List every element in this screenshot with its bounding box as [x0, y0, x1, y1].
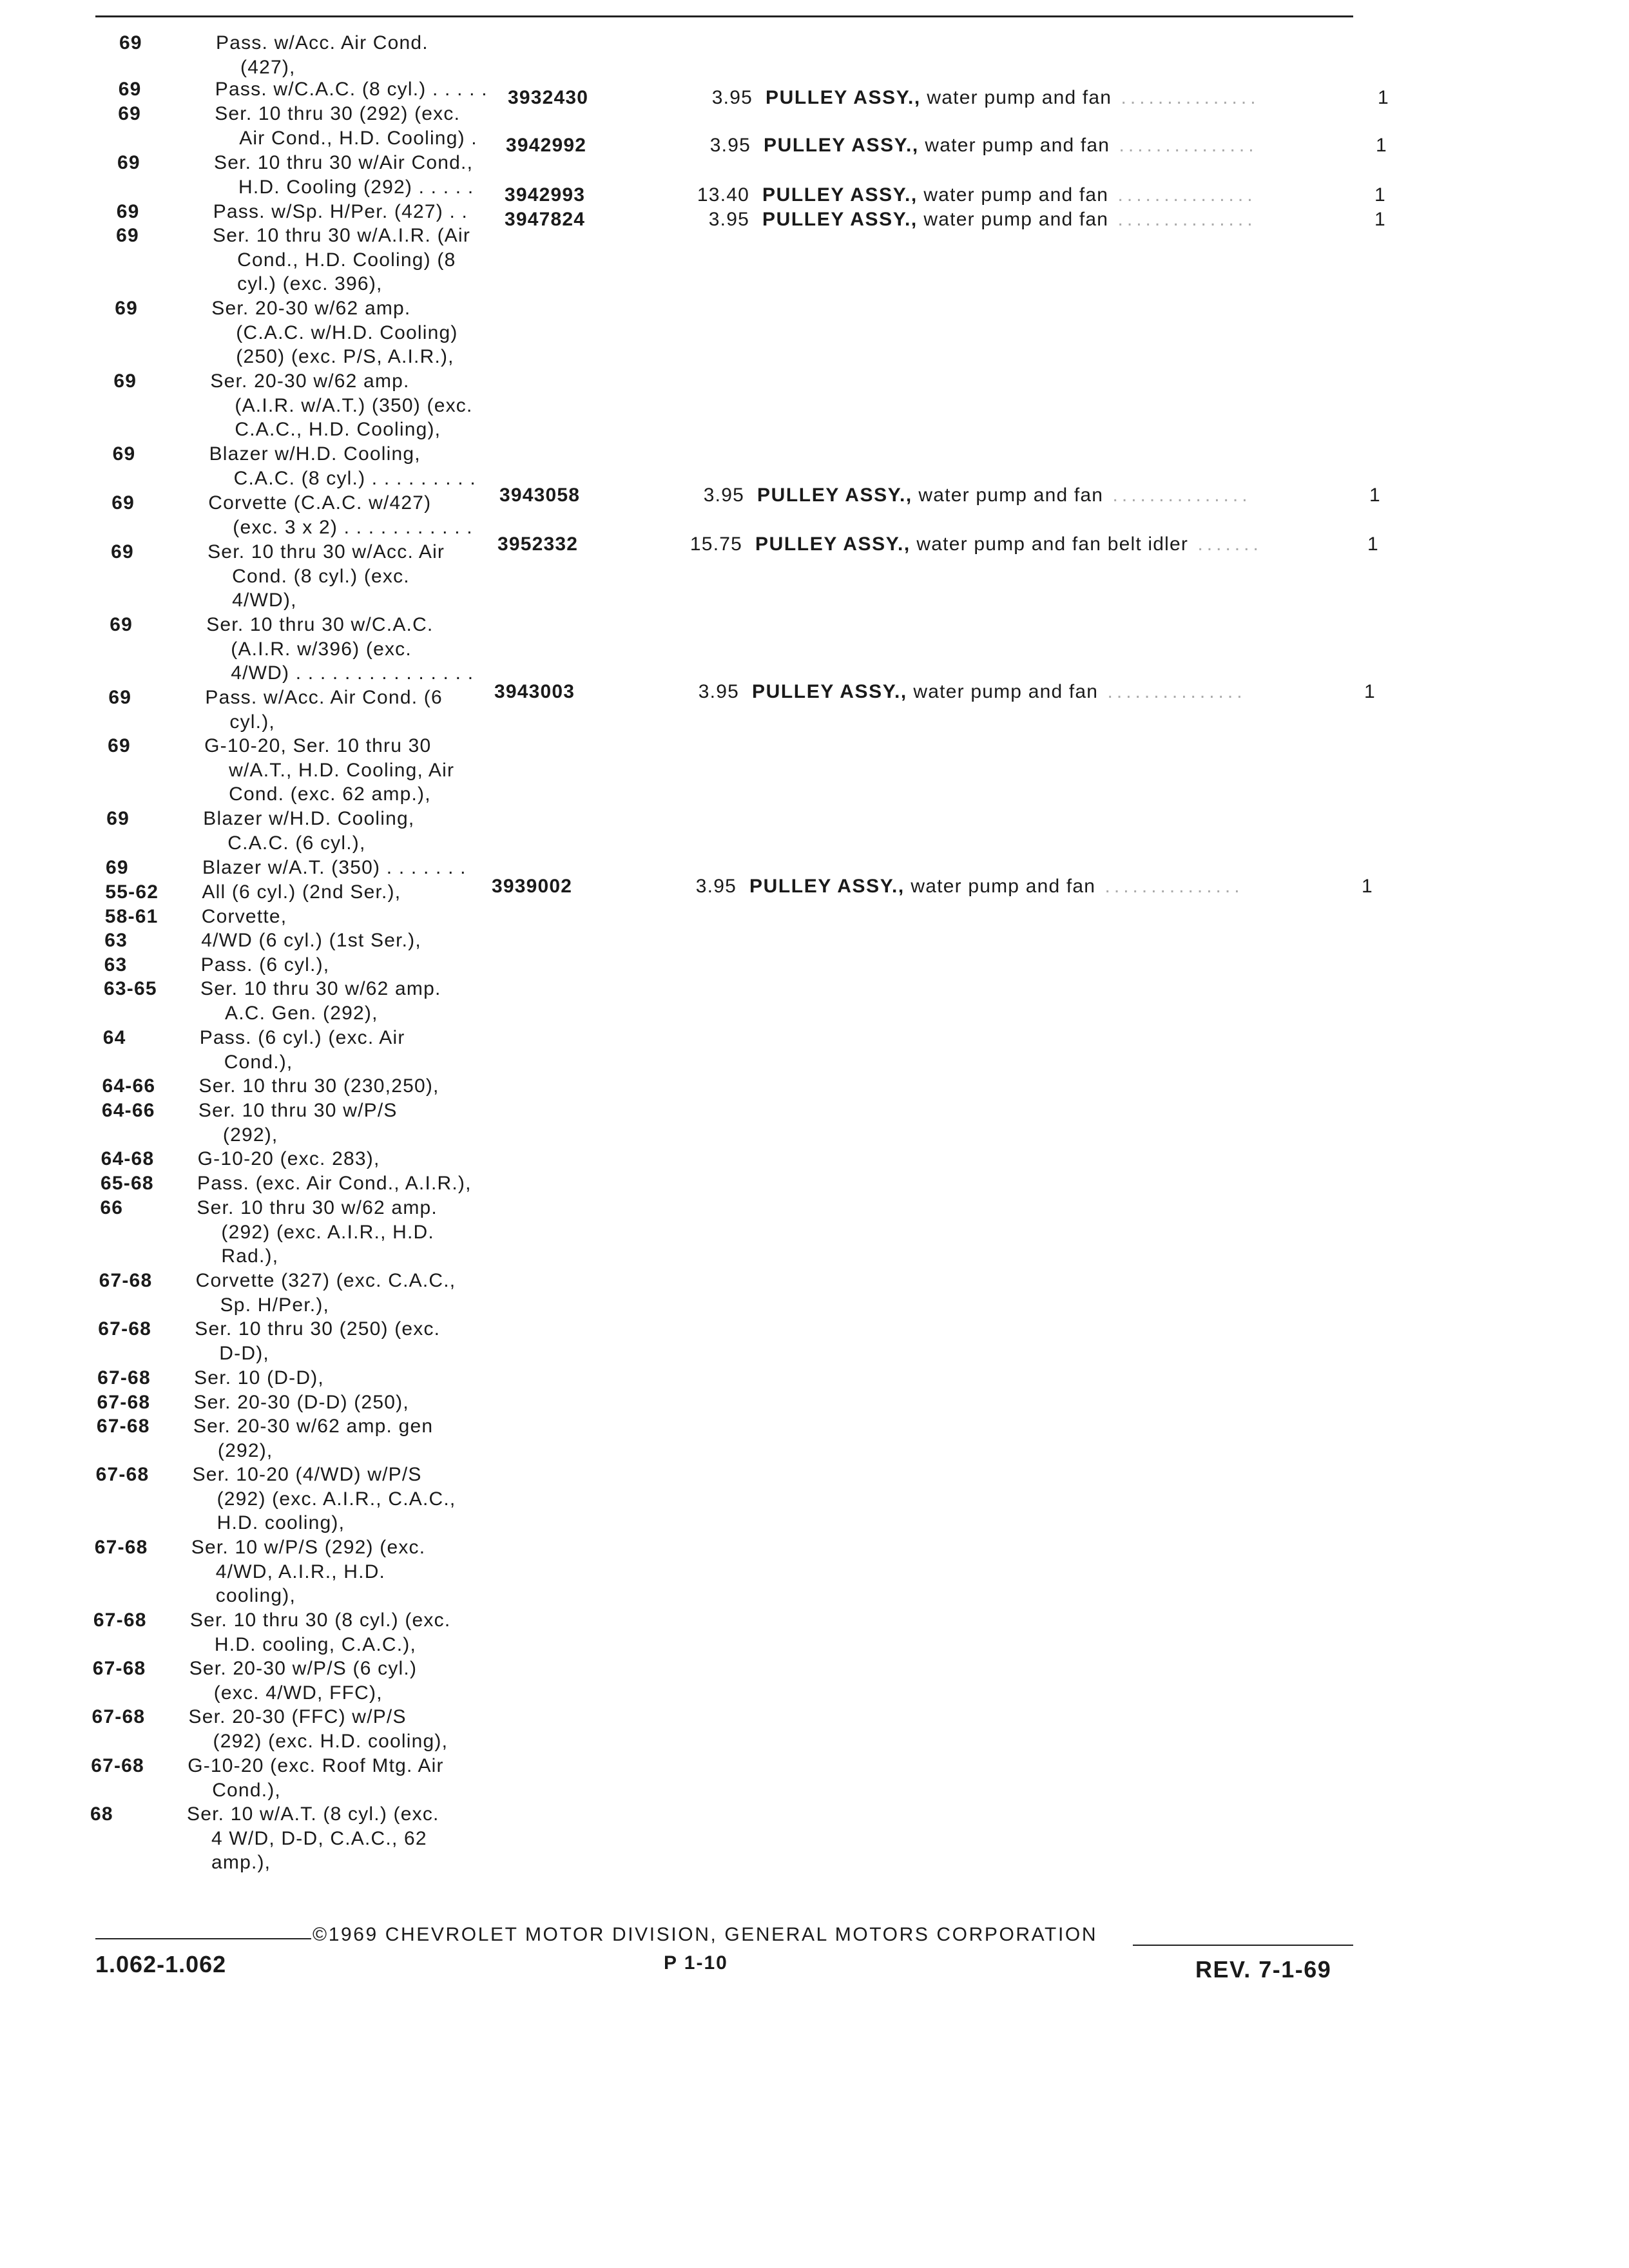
- application-description: [193, 1414, 490, 1463]
- application-description: [197, 1196, 493, 1269]
- application-description: [211, 296, 508, 369]
- part-number: 3952332: [497, 533, 579, 555]
- application-description: [215, 102, 511, 150]
- description-line: Ser. 10 thru 30 w/Acc. Air: [207, 541, 445, 562]
- model-year: 69: [111, 541, 134, 562]
- description-line: 4 W/D, D-D, C.A.C., 62: [211, 1827, 427, 1849]
- part-name-title: PULLEY ASSY.,: [757, 485, 912, 506]
- part-name-description: water pump and fan: [925, 135, 1110, 156]
- part-name-description: water pump and fan: [923, 209, 1109, 230]
- revision-date: REV. 7-1-69: [1195, 1956, 1332, 1983]
- part-name-description: water pump and fan belt idler: [916, 533, 1189, 555]
- application-description: [189, 1657, 486, 1705]
- description-line: C.A.C. (6 cyl.),: [227, 832, 366, 854]
- application-description: [215, 77, 512, 102]
- dot-leader: ...............: [1098, 681, 1246, 702]
- description-line: (292) (exc. A.I.R., H.D.: [221, 1221, 434, 1243]
- model-year: 64-68: [101, 1148, 155, 1169]
- model-year: 67-68: [95, 1464, 149, 1485]
- application-description: [213, 200, 510, 224]
- description-line: H.D. cooling, C.A.C.),: [214, 1633, 417, 1655]
- model-year: 69: [118, 79, 142, 100]
- description-line: Blazer w/H.D. Cooling,: [203, 808, 415, 829]
- description-line: Ser. 10 thru 30 w/C.A.C.: [206, 614, 434, 635]
- description-line: Corvette (C.A.C. w/427): [208, 492, 432, 514]
- part-price: 3.95: [711, 87, 753, 108]
- application-description: [208, 491, 505, 539]
- part-name-description: water pump and fan: [913, 681, 1099, 702]
- description-line: Rad.),: [221, 1245, 279, 1267]
- part-name-title: PULLEY ASSY.,: [764, 135, 919, 156]
- part-quantity: 1: [1376, 135, 1387, 156]
- part-number: 3947824: [505, 209, 586, 230]
- description-line: Cond., H.D. Cooling) (8: [237, 249, 456, 271]
- page-reference: P 1-10: [664, 1952, 728, 1974]
- part-name-description: water pump and fan: [927, 87, 1112, 108]
- part-price: 3.95: [709, 135, 751, 156]
- description-line: Cond. (exc. 62 amp.),: [229, 783, 431, 805]
- part-quantity: 1: [1364, 681, 1376, 702]
- footer-rule-right: [1133, 1945, 1353, 1946]
- dot-leader: ...............: [1095, 876, 1244, 897]
- application-description: [206, 613, 503, 686]
- part-name-title: PULLEY ASSY.,: [752, 681, 907, 702]
- description-line: Blazer w/A.T. (350) . . . . . . .: [202, 857, 467, 878]
- model-year: 58-61: [104, 906, 159, 927]
- dot-leader: .......: [1188, 533, 1262, 555]
- model-year: 67-68: [94, 1537, 148, 1558]
- description-line: (A.I.R. w/396) (exc.: [231, 638, 412, 660]
- part-name: [762, 183, 1257, 207]
- application-description: [188, 1754, 484, 1802]
- application-description: [195, 1317, 491, 1365]
- description-line: C.A.C. (8 cyl.) . . . . . . . . .: [233, 467, 476, 489]
- description-line: G-10-20 (exc. Roof Mtg. Air: [188, 1755, 444, 1776]
- model-year: 69: [112, 443, 136, 465]
- description-line: 4/WD, A.I.R., H.D.: [215, 1561, 386, 1582]
- model-year: 69: [116, 225, 139, 246]
- part-number: 3942992: [506, 135, 587, 156]
- model-year: 65-68: [101, 1173, 154, 1194]
- description-line: (exc. 3 x 2) . . . . . . . . . . .: [233, 516, 473, 538]
- model-year: 67-68: [98, 1318, 152, 1340]
- description-line: C.A.C., H.D. Cooling),: [235, 419, 441, 440]
- application-description: [190, 1608, 487, 1657]
- description-line: D-D),: [219, 1342, 269, 1364]
- model-year: 67-68: [93, 1610, 147, 1631]
- description-line: (427),: [240, 56, 296, 78]
- model-year: 69: [111, 492, 135, 514]
- model-year: 63: [104, 930, 128, 951]
- description-line: All (6 cyl.) (2nd Ser.),: [202, 881, 401, 903]
- description-line: Ser. 10 w/A.T. (8 cyl.) (exc.: [187, 1803, 439, 1825]
- part-quantity: 1: [1374, 184, 1386, 206]
- description-line: Ser. 10 w/P/S (292) (exc.: [191, 1537, 426, 1558]
- description-line: Ser. 20-30 w/62 amp.: [211, 298, 411, 319]
- application-description: [205, 686, 501, 734]
- description-line: Ser. 10 thru 30 (230,250),: [198, 1075, 439, 1097]
- description-line: G-10-20, Ser. 10 thru 30: [204, 735, 432, 756]
- part-price: 3.95: [698, 681, 739, 702]
- part-name-title: PULLEY ASSY.,: [749, 876, 905, 897]
- application-description: [193, 1463, 489, 1535]
- group-number: 1.062-1.062: [95, 1951, 227, 1977]
- dot-leader: ...............: [1103, 485, 1251, 506]
- description-line: Pass. (exc. Air Cond., A.I.R.),: [197, 1173, 472, 1194]
- application-description: [200, 1026, 496, 1074]
- footer-rule-left: [95, 1938, 311, 1939]
- part-name: [752, 680, 1246, 704]
- model-year: 69: [106, 857, 129, 878]
- description-line: Ser. 20-30 w/62 amp.: [210, 370, 410, 392]
- application-description: [202, 880, 498, 905]
- model-year: 69: [116, 201, 140, 222]
- model-year: 69: [110, 614, 133, 635]
- description-line: A.C. Gen. (292),: [225, 1002, 378, 1024]
- model-year: 67-68: [99, 1270, 153, 1291]
- description-line: (292) (exc. A.I.R., C.A.C.,: [217, 1488, 456, 1510]
- description-line: Corvette (327) (exc. C.A.C.,: [195, 1270, 456, 1291]
- description-line: (292) (exc. H.D. cooling),: [213, 1730, 448, 1752]
- part-name: [749, 874, 1244, 899]
- part-price: 3.95: [703, 485, 744, 506]
- dot-leader: ...............: [1112, 87, 1260, 108]
- application-description: [214, 151, 510, 199]
- part-name-title: PULLEY ASSY.,: [762, 184, 918, 206]
- application-description: [204, 734, 501, 807]
- part-name: [762, 207, 1257, 232]
- model-year: 67-68: [92, 1658, 146, 1679]
- dot-leader: ...............: [1108, 184, 1257, 206]
- description-line: Pass. (6 cyl.),: [200, 954, 330, 975]
- part-price: 15.75: [689, 533, 742, 555]
- model-year: 69: [115, 298, 139, 319]
- model-year: 64-66: [102, 1075, 156, 1097]
- part-number: 3932430: [508, 87, 589, 108]
- description-line: amp.),: [211, 1852, 271, 1873]
- model-year: 64: [102, 1027, 126, 1048]
- description-line: cooling),: [215, 1585, 296, 1606]
- description-line: Ser. 10 thru 30 w/Air Cond.,: [214, 152, 474, 173]
- part-name-description: water pump and fan: [923, 184, 1109, 206]
- application-description: [191, 1535, 488, 1608]
- part-number: 3939002: [492, 876, 573, 897]
- description-line: cyl.) (exc. 396),: [237, 273, 383, 294]
- application-description: [210, 369, 506, 442]
- application-description: [209, 442, 506, 490]
- model-year: 67-68: [91, 1755, 144, 1776]
- description-line: Cond.),: [224, 1051, 293, 1073]
- application-description: [199, 1074, 496, 1099]
- application-description: [207, 540, 504, 613]
- part-price: 13.40: [697, 184, 749, 206]
- application-description: [213, 224, 509, 296]
- application-description: [189, 1705, 485, 1753]
- application-description: [201, 953, 497, 977]
- part-number: 3942993: [505, 184, 586, 206]
- description-line: Ser. 10 thru 30 w/62 amp.: [200, 978, 441, 999]
- description-line: Ser. 10 thru 30 w/A.I.R. (Air: [213, 225, 471, 246]
- part-number: 3943003: [494, 681, 575, 702]
- model-year: 69: [117, 152, 140, 173]
- description-line: Ser. 20-30 (D-D) (250),: [193, 1392, 409, 1413]
- part-number: 3943058: [499, 485, 581, 506]
- description-line: 4/WD),: [232, 590, 297, 611]
- part-name: [766, 86, 1260, 110]
- part-name-description: water pump and fan: [918, 485, 1104, 506]
- dot-leader: ...............: [1108, 209, 1257, 230]
- description-line: Ser. 10 thru 30 (292) (exc.: [215, 103, 461, 124]
- footer-copyright: ©1969 CHEVROLET MOTOR DIVISION, GENERAL MOTORS CORPORATION: [313, 1924, 1098, 1945]
- model-year: 63: [104, 954, 128, 975]
- application-description: [198, 1099, 495, 1147]
- description-line: Pass. w/Acc. Air Cond.: [216, 32, 429, 53]
- model-year: 64-66: [101, 1100, 155, 1121]
- description-line: (exc. 4/WD, FFC),: [213, 1682, 383, 1704]
- model-year: 69: [108, 687, 132, 708]
- description-line: H.D. Cooling (292) . . . . .: [238, 176, 474, 198]
- description-line: 4/WD) . . . . . . . . . . . . . . .: [231, 662, 474, 684]
- description-line: Cond.),: [212, 1779, 281, 1801]
- application-description: [187, 1802, 483, 1875]
- part-name-title: PULLEY ASSY.,: [762, 209, 918, 230]
- part-quantity: 1: [1362, 876, 1373, 897]
- application-description: [202, 856, 499, 880]
- description-line: Pass. (6 cyl.) (exc. Air: [199, 1027, 405, 1048]
- description-line: Ser. 10 thru 30 (250) (exc.: [195, 1318, 441, 1340]
- model-year: 67-68: [92, 1706, 146, 1727]
- application-description: [203, 807, 499, 855]
- description-line: Ser. 10 thru 30 w/P/S: [198, 1100, 398, 1121]
- description-line: Ser. 10-20 (4/WD) w/P/S: [192, 1464, 422, 1485]
- model-year: 69: [113, 370, 137, 392]
- description-line: Ser. 10 (D-D),: [194, 1367, 324, 1389]
- application-description: [202, 905, 498, 929]
- model-year: 69: [118, 103, 141, 124]
- model-year: 69: [119, 32, 142, 53]
- description-line: (A.I.R. w/A.T.) (350) (exc.: [235, 394, 473, 416]
- description-line: 4/WD (6 cyl.) (1st Ser.),: [201, 930, 421, 951]
- description-line: (C.A.C. w/H.D. Cooling): [236, 322, 458, 343]
- model-year: 66: [100, 1197, 124, 1218]
- part-quantity: 1: [1374, 209, 1386, 230]
- model-year: 55-62: [105, 881, 159, 903]
- part-quantity: 1: [1367, 533, 1379, 555]
- model-year: 69: [108, 735, 131, 756]
- description-line: (292),: [222, 1124, 278, 1146]
- description-line: Pass. w/C.A.C. (8 cyl.) . . . . .: [215, 79, 488, 100]
- model-year: 67-68: [97, 1367, 151, 1389]
- model-year: 67-68: [97, 1392, 151, 1413]
- application-description: [194, 1366, 490, 1390]
- description-line: Ser. 20-30 (FFC) w/P/S: [188, 1706, 407, 1727]
- model-year: 69: [106, 808, 130, 829]
- description-line: Ser. 20-30 w/P/S (6 cyl.): [189, 1658, 418, 1679]
- part-name: [764, 133, 1258, 158]
- description-line: Air Cond., H.D. Cooling) .: [239, 127, 477, 149]
- description-line: Ser. 10 thru 30 w/62 amp.: [197, 1197, 438, 1218]
- part-quantity: 1: [1369, 485, 1381, 506]
- part-name: [755, 532, 1262, 557]
- description-line: Corvette,: [201, 906, 287, 927]
- description-line: Sp. H/Per.),: [220, 1294, 330, 1316]
- description-line: Pass. w/Sp. H/Per. (427) . .: [213, 201, 468, 222]
- top-rule: [95, 15, 1353, 17]
- description-line: w/A.T., H.D. Cooling, Air: [229, 759, 455, 781]
- application-description: [196, 1269, 492, 1317]
- part-price: 3.95: [708, 209, 749, 230]
- dot-leader: ...............: [1110, 135, 1258, 156]
- part-quantity: 1: [1378, 87, 1389, 108]
- description-line: Cond. (8 cyl.) (exc.: [232, 565, 410, 587]
- application-description: [198, 1147, 494, 1171]
- application-description: [197, 1171, 494, 1196]
- part-name-title: PULLEY ASSY.,: [755, 533, 911, 555]
- description-line: G-10-20 (exc. 283),: [197, 1148, 380, 1169]
- application-description: [194, 1390, 490, 1415]
- description-line: (292),: [217, 1439, 273, 1461]
- description-line: Pass. w/Acc. Air Cond. (6: [205, 687, 443, 708]
- application-description: [201, 928, 497, 953]
- description-line: Blazer w/H.D. Cooling,: [209, 443, 421, 465]
- description-line: Ser. 20-30 w/62 amp. gen: [193, 1416, 434, 1437]
- description-line: H.D. cooling),: [217, 1512, 345, 1533]
- application-description: [200, 977, 497, 1025]
- description-line: (250) (exc. P/S, A.I.R.),: [236, 346, 454, 367]
- description-line: cyl.),: [229, 711, 275, 733]
- model-year: 68: [90, 1803, 113, 1825]
- part-name: [757, 483, 1251, 508]
- description-line: Ser. 10 thru 30 (8 cyl.) (exc.: [189, 1610, 451, 1631]
- model-year: 67-68: [96, 1416, 150, 1437]
- application-description: [216, 31, 512, 79]
- part-price: 3.95: [695, 876, 737, 897]
- part-name-description: water pump and fan: [911, 876, 1096, 897]
- part-name-title: PULLEY ASSY.,: [766, 87, 921, 108]
- model-year: 63-65: [104, 978, 157, 999]
